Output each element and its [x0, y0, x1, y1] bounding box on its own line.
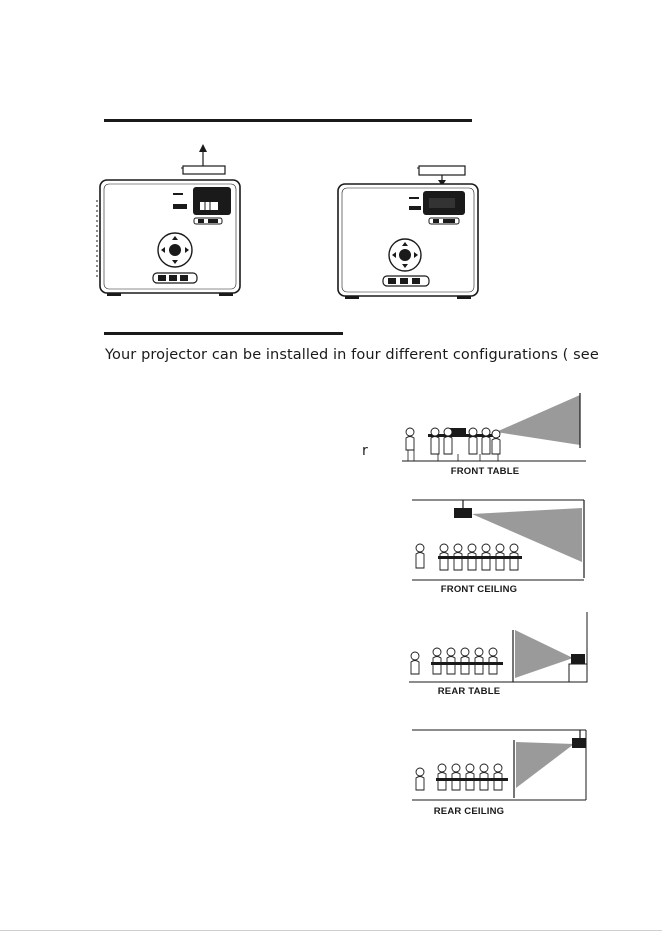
caption-front-table: FRONT TABLE	[450, 466, 520, 477]
front-table-illustration	[398, 390, 588, 465]
caption-rear-table: REAR TABLE	[437, 686, 501, 697]
page-bottom-edge	[0, 930, 662, 931]
projector-lens-cap-removal-illustration	[95, 140, 245, 300]
caption-rear-ceiling: REAR CEILING	[433, 806, 505, 817]
installation-intro-text: Your projector can be installed in four different configurations ( see	[105, 347, 599, 363]
caption-front-ceiling: FRONT CEILING	[440, 584, 518, 595]
section-rule-lens-cap	[104, 119, 472, 122]
projector-lens-cap-attach-illustration	[333, 160, 483, 300]
section-rule-installation	[104, 332, 343, 335]
stray-text-fragment: r	[362, 443, 368, 459]
rear-ceiling-illustration	[410, 728, 590, 804]
front-ceiling-illustration	[410, 498, 590, 584]
rear-table-illustration	[405, 610, 590, 686]
